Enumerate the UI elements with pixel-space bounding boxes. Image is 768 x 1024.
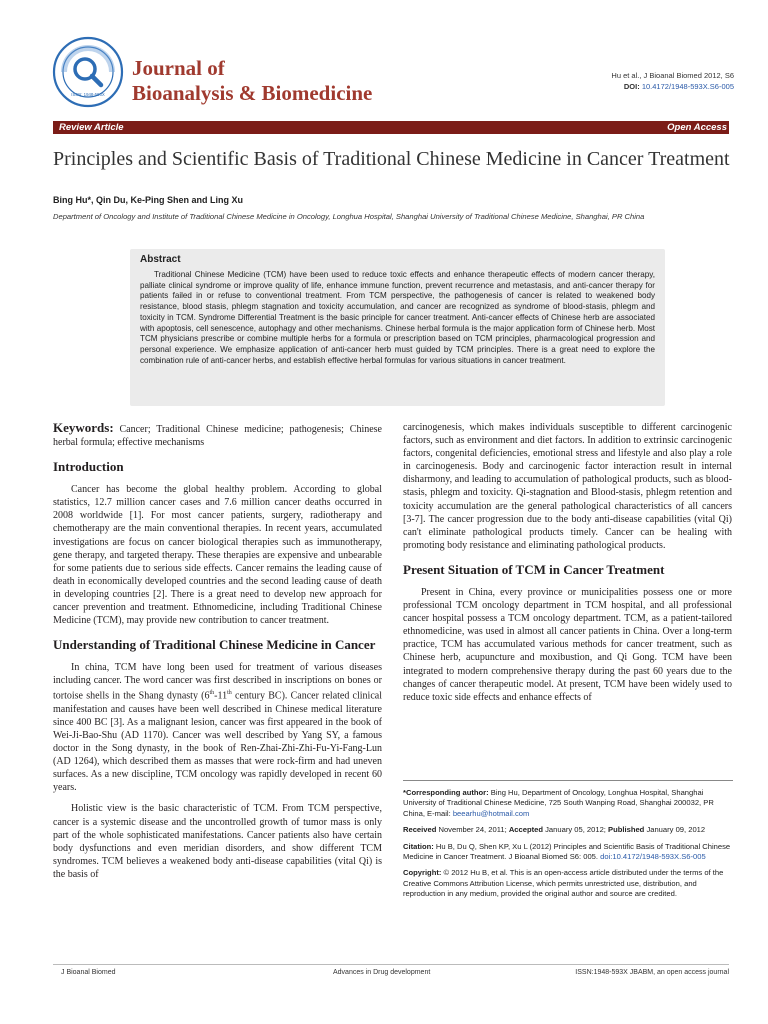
intro-paragraph: Cancer has become the global healthy problem. According to global statistics, 12.7 million cancer cases and 7.6 million cancer deaths occurred in 2008 worldwide [1]. For most cancer patients, surgery, radiotherapy and chemotherapy are the main conventional therapies. In recent years, accumulated investigations are focus on cancer biological therapies such as immunotherapy, gene therapy, and targeted therapy. These therapies are expensive and unbearable for some patients due to serious side effects. Cancer remains the leading cause of death in economically developed countries and the second leading cause of death in developing countries [2]. There is a great need to develop new approach for cancer prevention and treatment. Ethnomedicine, including Traditional Chinese Medicine (TCM), may provide new contribution to cancer treatment. <box>53 484 382 627</box>
author-email-link[interactable]: beearhu@hotmail.com <box>452 808 530 818</box>
abstract-box <box>130 249 665 406</box>
understanding-paragraph-1: In china, TCM have long been used for treatment of various diseases including cancer. The word cancer was first described in inscriptions on bones or tortoise shells in the Shang dynasty (6th-11th century BC). Cancer related clinical manifestation and causes have been well described in Chinese medical literature since 400 BC [3]. As a malignant lesion, cancer was first appeared in the book of Wei-Ji-Bao-Shu (AD 1170). Cancer was well described by Yang SY, a famous doctor in the Song dynasty, in the book of Ren-Zhai-Zhi-Zhi-Fu-Yi-Fang-Lun (AD 1264), which described them as masses that were rock-firm and had uneven surfaces. As a new discipline, TCM oncology was rapidly developed in recent 60 years. <box>53 662 382 794</box>
keywords <box>53 421 382 449</box>
corresponding-author: *Corresponding author: Bing Hu, Department of Oncology, Longhua Hospital, Shanghai University of Traditional Chinese Medicine, 725 South Wanping Road, Shanghai 200032, PR China, E-mail: beearhu@hotmail.com <box>403 788 714 818</box>
left-column <box>53 421 382 881</box>
banner-review-article: Review Article <box>59 122 124 133</box>
footer-issn: ISSN:1948-593X JBABM, an open access journal <box>575 969 729 976</box>
dates: Received November 24, 2011; Accepted January 05, 2012; Published January 09, 2012 <box>403 825 706 835</box>
carcinogenesis-paragraph: carcinogenesis, which makes individuals susceptible to different carcinogenic factors, such as environment and diet factors. In addition to extrinsic carcinogenic factors, congenital deficiencies, emotional stress and lifestyle and also play a role in carcinogenesis. Body and carcinogenic factor interaction result in internal disharmony, and leading to accumulation of pathological products, such as blood-stasis, phlegm and toxicity. Qi-stagnation and Blood-stasis, phlegm retention and toxicity accumulation are the general pathological characteristics of all cancers [3-7]. The cancer progression due to the body anti-disease capabilities (vital Qi) can't eliminate pathological products timely. Cancer can be healing with promoting body resistance and eliminating pathological products. <box>403 422 732 551</box>
keywords-label: Keywords: <box>53 420 114 435</box>
understanding-paragraph-2: Holistic view is the basic characteristic of TCM. From TCM perspective, cancer is a systemic disease and the uncontrolled growth of tumor mass is only part of the whole sophisticated manifestations. Cancer patients also have certain body dysfunctions and even meridian disorders, and show different TCM syndromes. TCM believes a weakened body anti-disease capabilities (vital Qi) is the basis of <box>53 803 382 880</box>
journal-title-line2: Bioanalysis & Biomedicine <box>132 81 373 105</box>
right-column <box>403 421 732 704</box>
paper-title: Principles and Scientific Basis of Traditional Chinese Medicine in Cancer Treatment <box>53 148 730 170</box>
footer-series: Advances in Drug development <box>333 969 431 976</box>
affiliation: Department of Oncology and Institute of Traditional Chinese Medicine in Oncology, Longhua Hospital, Shanghai University of Traditional Chinese Medicine, Shanghai, PR China <box>53 212 645 221</box>
section-heading-present-situation: Present Situation of TCM in Cancer Treatment <box>403 561 665 577</box>
abstract-text: Traditional Chinese Medicine (TCM) have been used to reduce toxic effects and enhance therapeutic effects of modern cancer therapy, palliate clinical syndrome or improve quality of life, enhance immune function, prevent recurrence and metastasis, and anti-cancer therapy for patients failed in or refuse to conventional treatment. From TCM perspective, the pathogenesis of cancer is related to weakened body resistance, blood stasis, phlegm stagnation and toxicity accumulation, and cancer are recognized as syndrome of blood-stasis, phlegm and toxicity in TCM. Syndrome Differential Treatment is the basic principle for cancer treatment. Anti-cancer effects of Chinese herb are associated with apoptosis, cell senescence, autophagy and other mechanisms. Chinese herbal formula is the major application form of Chinese herb. Most TCM physicians prescribe or combine multiple herbs for a formula or prescription based on TCM principles, pharmacological progression and personal experience. We emphasize application of anti-cancer herb must guided by TCM principles. There is a great need to explore the combination rule of anti-cancer herbs, and establish effective herbal formulas for various situations in cancer treatment. <box>140 270 655 365</box>
header-citation: Hu et al., J Bioanal Biomed 2012, S6 <box>611 71 734 80</box>
citation-doi-link[interactable]: doi:10.4172/1948-593X.S6-005 <box>600 852 706 862</box>
journal-logo <box>52 36 124 108</box>
doi-label: DOI: <box>623 82 640 91</box>
journal-title <box>132 56 372 106</box>
citation: Citation: Hu B, Du Q, Shen KP, Xu L (2012) Principles and Scientific Basis of Traditional Chinese Medicine in Cancer Treatment. J Bioanal Biomed S6: 005. doi:10.4172/1948-593X.S6-005 <box>403 841 731 862</box>
section-heading-understanding: Understanding of Traditional Chinese Medicine in Cancer <box>53 637 376 653</box>
copyright: Copyright: © 2012 Hu B, et al. This is an open-access article distributed under the terms of the Creative Commons Attribution License, which permits unrestricted use, distribution, and reproduction in any medium, provided the original author and source are credited. <box>403 868 724 899</box>
article-type-banner <box>53 121 729 134</box>
article-footnote <box>403 780 733 906</box>
doi-link[interactable]: 10.4172/1948-593X.S6-005 <box>641 82 734 91</box>
logo-issn: ISSN: 1948-593X <box>71 92 105 97</box>
authors: Bing Hu*, Qin Du, Ke-Ping Shen and Ling Xu <box>53 195 243 205</box>
section-heading-introduction: Introduction <box>53 459 124 475</box>
banner-open-access: Open Access <box>667 122 727 133</box>
abstract-heading: Abstract <box>140 254 181 265</box>
journal-title-line1: Journal of <box>132 56 225 80</box>
present-situation-paragraph: Present in China, every province or municipalities possess one or more professional TCM oncology department in TCM hospital, and all professional cancer hospital possess a TCM oncology department. TCM, as a patient-tailored ethnomedicine, was used in almost all cancer patients in China. Over a long-term practice, TCM has accumulated various methods for cancer treatment, such as Chinese herb, acupuncture and moxibustion, and Qi Gong. TCM have been integrated to modern comprehensive therapy during the past 60 years due to the changes of cancer therapeutic model. At present, TCM have been widely used to reduce toxic side effects and enhance effects of <box>403 586 732 703</box>
header-meta <box>611 70 734 92</box>
footer-journal: J Bioanal Biomed <box>61 969 116 976</box>
page-footer <box>53 964 729 976</box>
keywords-text: Cancer; Traditional Chinese medicine; pathogenesis; Chinese herbal formula; effective mechanisms <box>53 424 382 449</box>
